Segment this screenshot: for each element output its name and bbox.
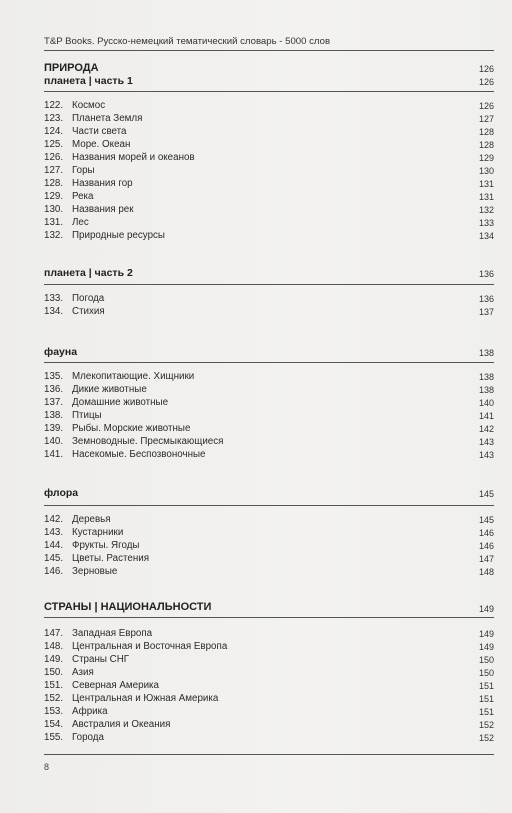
- toc-row: 135. Млекопитающие. Хищники 138: [44, 371, 494, 382]
- toc-row: 150. Азия 150: [44, 667, 494, 678]
- toc-row: 131. Лес 133: [44, 217, 494, 228]
- toc-row: 151. Северная Америка 151: [44, 680, 494, 691]
- toc-row: 139. Рыбы. Морские животные 142: [44, 423, 494, 434]
- section-title-countries: СТРАНЫ | НАЦИОНАЛЬНОСТИ: [44, 601, 212, 613]
- subsection-planet-2: планета | часть 2 136: [44, 267, 494, 279]
- toc-row: 145. Цветы. Растения 147: [44, 553, 494, 564]
- header-rule: [44, 50, 494, 51]
- toc-row: 144. Фрукты. Ягоды 146: [44, 540, 494, 551]
- toc-row: 140. Земноводные. Пресмыкающиеся 143: [44, 436, 494, 447]
- toc-row: 141. Насекомые. Беспозвоночные 143: [44, 449, 494, 460]
- toc-row: 129. Река 131: [44, 191, 494, 202]
- toc-row: 133. Погода 136: [44, 293, 494, 304]
- toc-row: 154. Австралия и Океания 152: [44, 719, 494, 730]
- toc-row: 127. Горы 130: [44, 165, 494, 176]
- toc-row: 130. Названия рек 132: [44, 204, 494, 215]
- toc-row: 126. Названия морей и океанов 129: [44, 152, 494, 163]
- page-number: 8: [44, 762, 50, 772]
- toc-row: 136. Дикие животные 138: [44, 384, 494, 395]
- toc-row: 143. Кустарники 146: [44, 527, 494, 538]
- toc-row: 134. Стихия 137: [44, 306, 494, 317]
- divider: [44, 617, 494, 618]
- toc-row: 149. Страны СНГ 150: [44, 654, 494, 665]
- subsection-fauna: фауна 138: [44, 346, 494, 358]
- section-page-nature: 126: [478, 64, 494, 74]
- toc-row: 128. Названия гор 131: [44, 178, 494, 189]
- toc-row: 124. Части света 128: [44, 126, 494, 137]
- toc-row: 123. Планета Земля 127: [44, 113, 494, 124]
- toc-row: 147. Западная Европа 149: [44, 628, 494, 639]
- divider: [44, 284, 494, 285]
- footer-rule: [44, 754, 494, 755]
- divider: [44, 505, 494, 506]
- toc-row: 125. Море. Океан 128: [44, 139, 494, 150]
- subsection-planet-1: планета | часть 1 126: [44, 75, 494, 87]
- toc-row: 137. Домашние животные 140: [44, 397, 494, 408]
- toc-row: 132. Природные ресурсы 134: [44, 230, 494, 241]
- subsection-flora: флора 145: [44, 487, 494, 499]
- toc-row: 153. Африка 151: [44, 706, 494, 717]
- toc-row: 146. Зерновые 148: [44, 566, 494, 577]
- divider: [44, 91, 494, 92]
- divider: [44, 362, 494, 363]
- section-title-nature: ПРИРОДА: [44, 62, 99, 74]
- toc-row: 138. Птицы 141: [44, 410, 494, 421]
- toc-row: 155. Города 152: [44, 732, 494, 743]
- toc-row: 122. Космос 126: [44, 100, 494, 111]
- toc-row: 152. Центральная и Южная Америка 151: [44, 693, 494, 704]
- toc-row: 142. Деревья 145: [44, 514, 494, 525]
- running-header: T&P Books. Русско-немецкий тематический словарь - 5000 слов: [44, 36, 331, 47]
- section-page-countries: 149: [478, 604, 494, 614]
- toc-row: 148. Центральная и Восточная Европа 149: [44, 641, 494, 652]
